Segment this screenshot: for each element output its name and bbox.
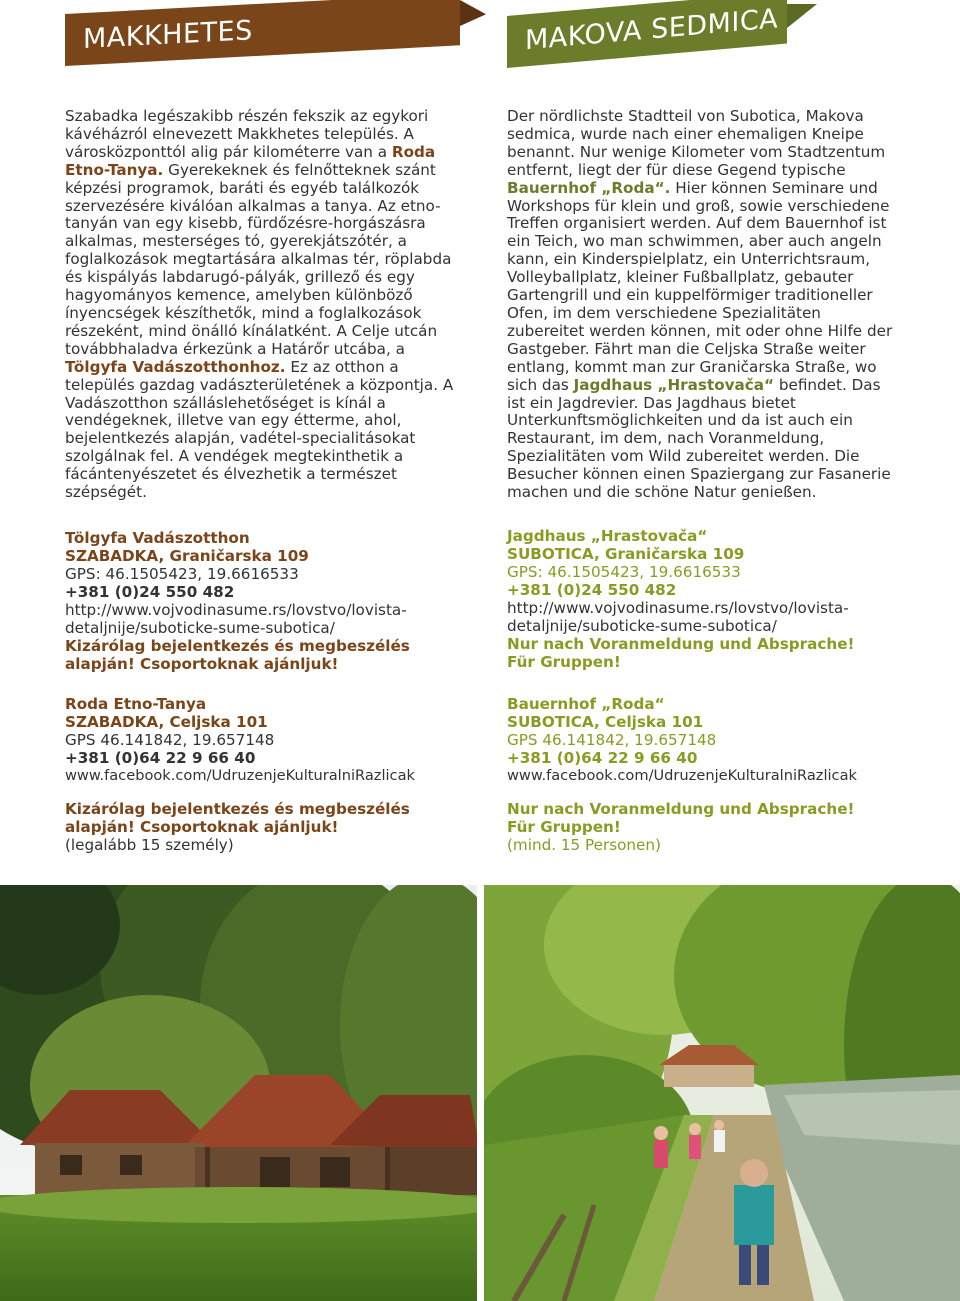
booking-block <box>507 800 854 854</box>
contact-block <box>65 695 415 785</box>
intro-paragraph <box>65 108 460 502</box>
farm-path-image <box>484 885 960 1301</box>
booking-note: Nur nach Voranmeldung und Absprache! <box>507 800 855 818</box>
booking-note: Kizárólag bejelentkezés és megbeszélés <box>65 637 410 655</box>
highlight-place-name: Roda Etno-Tanya. <box>65 142 436 179</box>
highlight-place-name: Tölgyfa Vadászotthonhoz. <box>65 357 286 376</box>
phone-number: +381 (0)24 550 482 <box>507 581 677 599</box>
text-run: Ez az otthon a település gazdag vadászterületének a központja. A Vadászotthon szálláslehetőséget is kínál a vendégeknek, illetve van egy étterme, ahol, bejelentkezés alapján, vadétel-specialitásokat szolgálnak fel. A vendégek megtekinthetik a fácántenyészetet és élvezhetik a természet szépségét. <box>65 357 454 502</box>
booking-block <box>65 800 410 854</box>
group-size-note: (legalább 15 személy) <box>65 836 234 854</box>
website-link-cont[interactable]: detaljnije/suboticke-sume-subotica/ <box>507 617 777 635</box>
gps-coordinates: GPS: 46.1505423, 19.6616533 <box>65 565 299 583</box>
contact-block <box>507 527 854 671</box>
booking-note: Für Gruppen! <box>507 653 621 671</box>
venue-address: SUBOTICA, Graničarska 109 <box>507 545 745 563</box>
group-size-note: (mind. 15 Personen) <box>507 836 661 854</box>
website-link[interactable]: http://www.vojvodinasume.rs/lovstvo/lovista- <box>507 599 849 617</box>
contact-block <box>65 529 410 673</box>
gps-coordinates: GPS: 46.1505423, 19.6616533 <box>507 563 741 581</box>
text-run: befindet. Das ist ein Jagdrevier. Das Jagdhaus bietet Unterkunftsmöglichkeiten und da ist auch ein Restaurant, im dem, nach Voranmeldung, Spezialitäten vom Wild zubereitet werden. Die Besucher können einen Spaziergang zur Fasanerie machen und die schöne Natur genießen. <box>507 375 891 502</box>
gps-coordinates: GPS 46.141842, 19.657148 <box>65 731 275 749</box>
highlight-place-name: Bauernhof „Roda“. <box>507 178 671 197</box>
website-link[interactable]: www.facebook.com/UdruzenjeKulturalniRazlicak <box>507 767 857 784</box>
booking-note: Für Gruppen! <box>507 818 621 836</box>
website-link[interactable]: www.facebook.com/UdruzenjeKulturalniRazlicak <box>65 767 415 784</box>
section-banner-hungarian <box>65 0 460 66</box>
phone-number: +381 (0)64 22 9 66 40 <box>507 749 698 767</box>
venue-name: Tölgyfa Vadászotthon <box>65 529 250 547</box>
highlight-place-name: Jagdhaus „Hrastovača“ <box>573 375 775 394</box>
banner-title: MAKKHETES <box>83 14 253 55</box>
text-run: Hier können Seminare und Workshops für klein und groß, sowie verschiedene Treffen organisiert werden. Auf dem Bauernhof ist ein Teich, wo man schwimmen, aber auch angeln kann, ein Kinderspielplatz, ein Unterrichtsraum, Volleyballplatz, kleiner Fußballplatz, gebauter Gartengrill und ein kuppelförmiger traditioneller Ofen, im dem verschiedene Spezialitäten zubereitet werden können, mit oder ohne Hilfe der Gastgeber. Fährt man die Celjska Straße weiter entlang, kommt man zur Graničarska Straße, wo sich das <box>507 178 893 394</box>
website-link[interactable]: http://www.vojvodinasume.rs/lovstvo/lovista- <box>65 601 407 619</box>
booking-note: Kizárólag bejelentkezés és megbeszélés <box>65 800 410 818</box>
text-run: Gyerekeknek és felnőtteknek szánt képzési programok, baráti és egyéb találkozók szervezésére kiválóan alkalmas a tanya. Az etno-tanyán van egy kisebb, fürdőzésre-horgászásra alkalmas, mesterséges tó, gyerekjátszótér, a foglalkozások megtartására alkalmas tér, röplabda és kispályás labdarugó-pályák, grillező és egy hagyományos kemence, amelyben különböző ínyencségek készíthetők, mind a foglalkozások részeként, mind önálló kínálatként. A Celje utcán továbbhaladva érkezünk a Határőr utcába, a <box>65 160 452 358</box>
contact-block <box>507 695 857 785</box>
website-link-cont[interactable]: detaljnije/suboticke-sume-subotica/ <box>65 619 335 637</box>
booking-note: alapján! Csoportoknak ajánljuk! <box>65 818 339 836</box>
photo-farm-path <box>484 885 960 1301</box>
hunting-lodge-image <box>0 885 477 1301</box>
banner-ribbon-fold <box>460 0 486 26</box>
banner-title: MAKOVA SEDMICA <box>525 2 779 56</box>
banner-ribbon-fold <box>787 4 817 28</box>
text-run: Szabadka legészakibb részén fekszik az egykori kávéházról elnevezett Makkhetes település. A városközponttól alig pár kilométerre van a <box>65 107 429 161</box>
photo-hunting-lodge <box>0 885 477 1301</box>
venue-address: SUBOTICA, Celjska 101 <box>507 713 704 731</box>
section-banner-german <box>507 0 787 68</box>
venue-name: Roda Etno-Tanya <box>65 695 207 713</box>
venue-name: Bauernhof „Roda“ <box>507 695 665 713</box>
phone-number: +381 (0)24 550 482 <box>65 583 235 601</box>
phone-number: +381 (0)64 22 9 66 40 <box>65 749 256 767</box>
gps-coordinates: GPS 46.141842, 19.657148 <box>507 731 717 749</box>
booking-note: alapján! Csoportoknak ajánljuk! <box>65 655 339 673</box>
booking-note: Nur nach Voranmeldung und Absprache! <box>507 635 855 653</box>
venue-address: SZABADKA, Graničarska 109 <box>65 547 309 565</box>
venue-name: Jagdhaus „Hrastovača“ <box>507 527 708 545</box>
venue-address: SZABADKA, Celjska 101 <box>65 713 268 731</box>
intro-paragraph <box>507 108 897 502</box>
text-run: Der nördlichste Stadtteil von Subotica, Makova sedmica, wurde nach einer ehemaligen Kneipe benannt. Nur wenige Kilometer vom Stadtzentum entfernt, liegt der für diese Gegend typische <box>507 107 886 179</box>
